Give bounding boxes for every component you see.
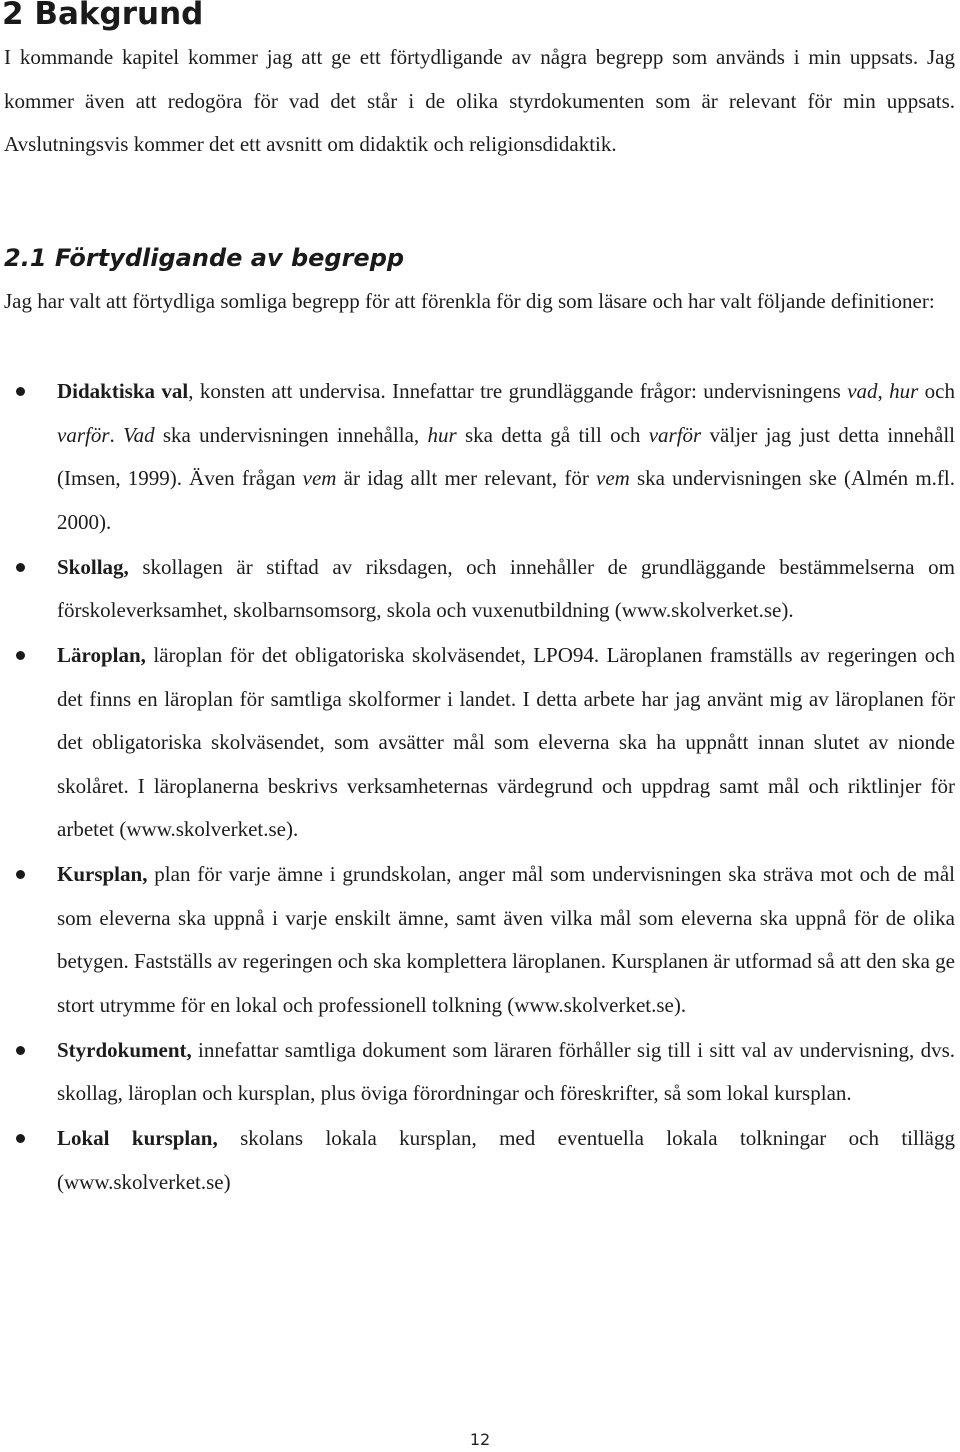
definition-term: Läroplan,	[57, 643, 146, 667]
definition-text: ska undervisningen innehålla,	[154, 422, 428, 447]
section-intro-paragraph: Jag har valt att förtydliga somliga begrepp för att förenkla för dig som läsare och har valt följande definitioner:	[4, 289, 935, 313]
definition-list	[0, 370, 960, 1206]
definition-item	[0, 370, 955, 544]
bullet-icon	[16, 387, 25, 396]
emphasized-text: hur	[427, 422, 457, 447]
bullet-icon	[16, 1134, 25, 1143]
emphasized-text: vem	[302, 466, 337, 490]
bullet-icon	[16, 870, 25, 879]
chapter-heading: 2 Bakgrund	[2, 0, 204, 32]
definition-text: väljer jag just detta innehåll (Imsen, 1999). Även frågan	[57, 422, 955, 490]
emphasized-text: Vad	[123, 422, 155, 447]
definition-text: ,	[877, 379, 890, 403]
definition-item	[0, 546, 955, 633]
definition-term: Skollag,	[57, 554, 129, 579]
emphasized-text: varför	[57, 422, 110, 447]
definition-text: .	[109, 422, 124, 447]
definition-term: Kursplan,	[57, 862, 148, 886]
emphasized-text: varför	[648, 422, 702, 447]
bullet-icon	[16, 563, 25, 572]
definition-text: läroplan för det obligatoriska skolväsendet, LPO94. Läroplanen framställs av regeringen och det finns en läroplan för samtliga skolformer i landet. I detta arbete har jag använt mig av läroplanen för det obligatoriska skolväsendet, som avsätter mål som eleverna ska ha uppnått innan slutet av nionde skolåret. I läroplanerna beskrivs verksamheternas värdegrund och uppdrag samt mål och riktlinjer för arbetet (www.skolverket.se).	[57, 643, 955, 841]
emphasized-text: vem	[596, 466, 630, 490]
chapter-intro-paragraph: I kommande kapitel kommer jag att ge ett förtydligande av några begrepp som används i min uppsats. Jag kommer även att redogöra för vad det står i de olika styrdokumenten som är relevant för min uppsats. Avslutningsvis kommer det ett avsnitt om didaktik och religionsdidaktik.	[4, 45, 955, 156]
definition-term: Didaktiska val	[57, 379, 189, 403]
definition-text: , konsten att undervisa. Innefattar tre grundläggande frågor: undervisningens	[188, 379, 848, 403]
definition-term: Lokal kursplan,	[57, 1126, 218, 1150]
definition-text: innefattar samtliga dokument som läraren förhåller sig till i sitt val av undervisning, dvs. skollag, läroplan och kursplan, plus öviga förordningar och föreskrifter, så som lokal kursplan.	[57, 1037, 955, 1105]
definition-item	[0, 1029, 955, 1116]
definition-text: är idag allt mer relevant, för	[336, 466, 597, 490]
definition-text: skolans lokala kursplan, med eventuella lokala tolkningar och tillägg (www.skolverket.se)	[57, 1126, 955, 1194]
definition-term: Styrdokument,	[57, 1037, 192, 1062]
definition-text: plan för varje ämne i grundskolan, anger mål som undervisningen ska sträva mot och de mål som eleverna ska uppnå i varje enskilt ämne, samt även vilka mål som eleverna ska uppnå för de olika betygen. Fastställs av regeringen och ska komplettera läroplanen. Kursplanen är utformad så att den ska ge stort utrymme för en lokal och professionell tolkning (www.skolverket.se).	[57, 862, 955, 1017]
definition-text: ska detta gå till och	[456, 422, 649, 447]
definition-item	[0, 1117, 955, 1204]
bullet-icon	[16, 651, 25, 660]
bullet-icon	[16, 1046, 25, 1055]
definition-item	[0, 634, 955, 852]
page-number: 12	[469, 1430, 491, 1449]
definition-text: ska undervisningen ske (Almén m.fl. 2000).	[57, 466, 955, 534]
definition-item	[0, 853, 955, 1027]
definition-text: och	[918, 379, 956, 403]
emphasized-text: vad	[847, 379, 878, 403]
definition-text: skollagen är stiftad av riksdagen, och innehåller de grundläggande bestämmelserna om förskoleverksamhet, skolbarnsomsorg, skola och vuxenutbildning (www.skolverket.se).	[57, 554, 955, 622]
emphasized-text: hur	[889, 379, 919, 403]
section-heading: 2.1 Förtydligande av begrepp	[4, 244, 405, 272]
